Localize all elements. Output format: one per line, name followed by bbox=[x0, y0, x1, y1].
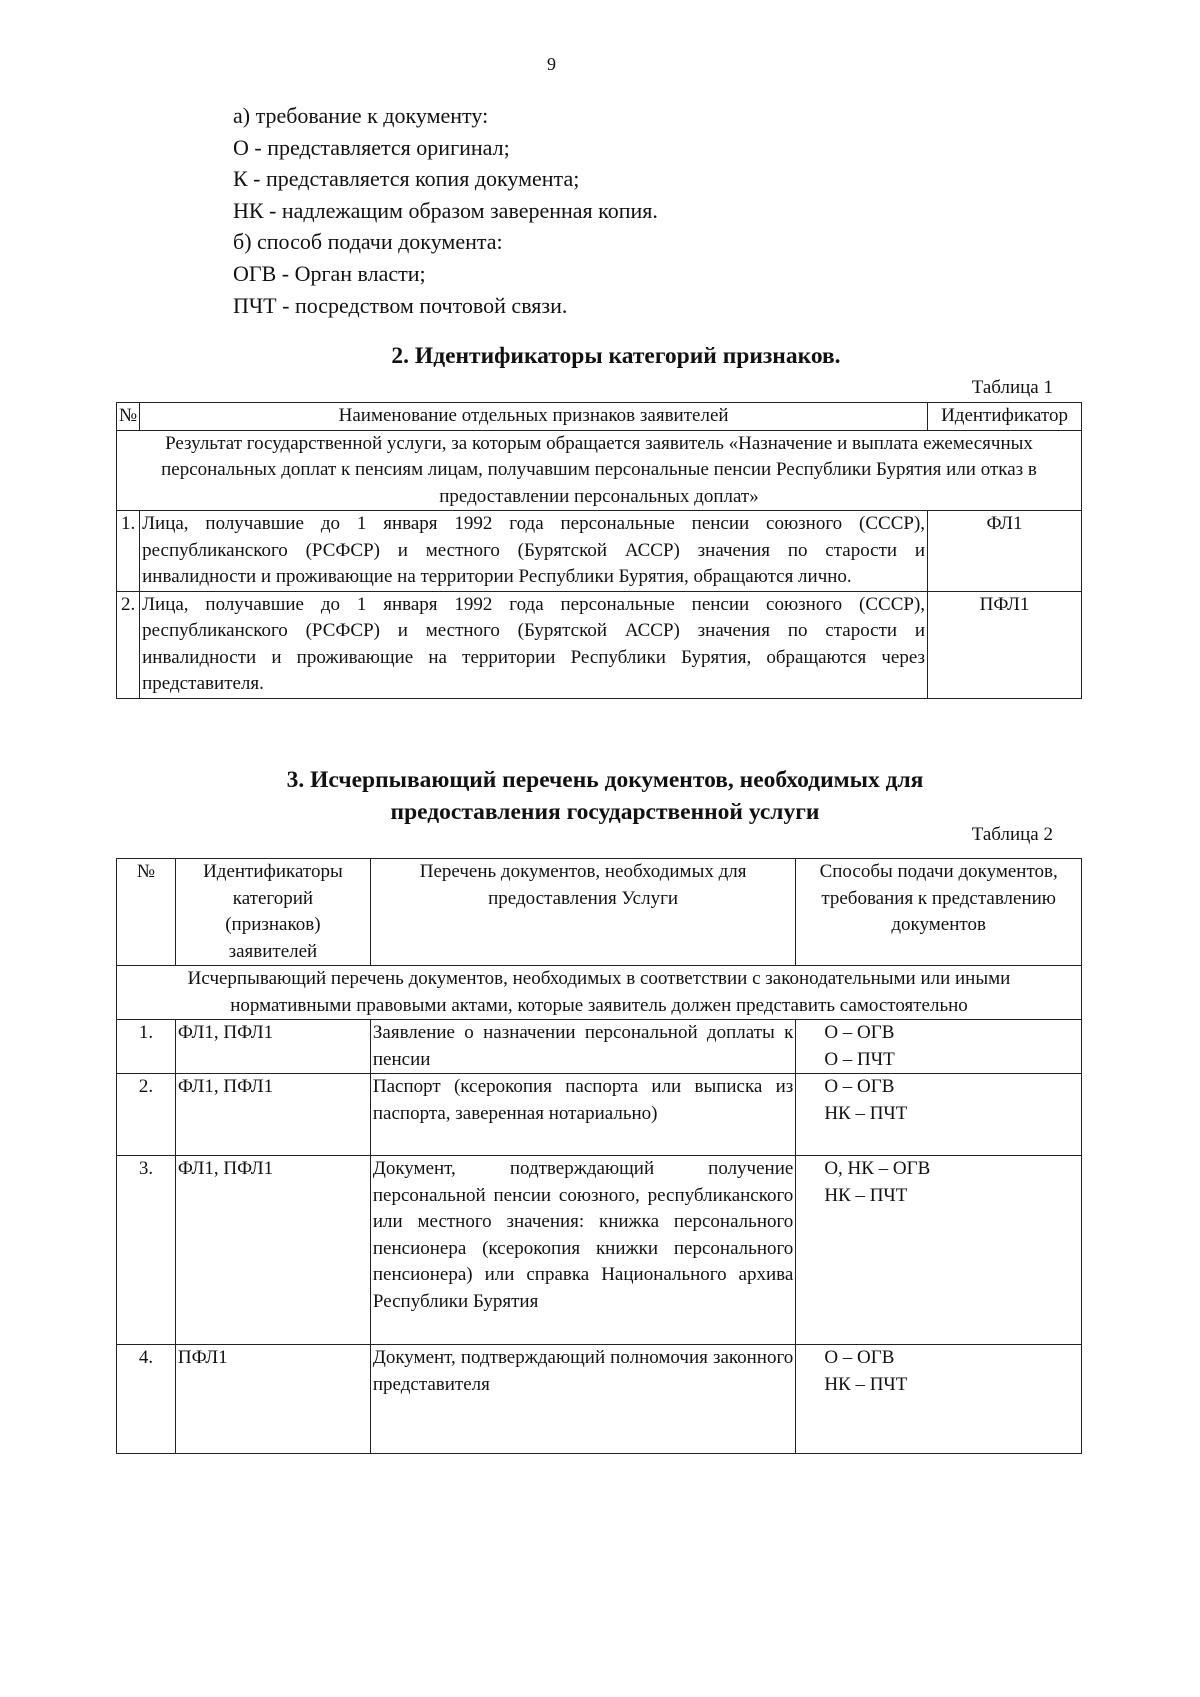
row-document: Паспорт (ксерокопия паспорта или выписка из паспорта, заверенная нотариально) bbox=[370, 1074, 795, 1156]
row-identifiers: ПФЛ1 bbox=[175, 1345, 370, 1454]
row-ways bbox=[796, 1020, 1082, 1074]
page-number: 9 bbox=[547, 54, 556, 74]
row-way: О – ОГВ bbox=[824, 1076, 895, 1097]
row-text: Лица, получавшие до 1 января 1992 года персональные пенсии союзного (СССР), республиканского (РСФСР) и местного (Бурятской АССР) значения по старости и инвалидности и проживающие на территории Республики Бурятия, обращаются через представителя. bbox=[140, 591, 928, 698]
table-row bbox=[117, 1020, 1082, 1074]
row-document: Документ, подтверждающий полномочия законного представителя bbox=[370, 1345, 795, 1454]
row-number: 2. bbox=[117, 1074, 176, 1156]
legend-line: а) требование к документу: bbox=[233, 103, 489, 128]
legend-block bbox=[233, 100, 658, 321]
row-way: НК – ПЧТ bbox=[824, 1184, 908, 1206]
table2-group-row bbox=[117, 966, 1082, 1020]
table1-header-id: Идентификатор bbox=[928, 403, 1082, 431]
table2-group-text: Исчерпывающий перечень документов, необходимых в соответствии с законодательными или иными нормативными правовыми актами, которые заявитель должен представить самостоятельно bbox=[117, 966, 1082, 1020]
row-number: 4. bbox=[117, 1345, 176, 1454]
row-number: 1. bbox=[117, 511, 140, 592]
row-way: НК – ПЧТ bbox=[824, 1102, 908, 1124]
row-ways bbox=[796, 1156, 1082, 1345]
section3-title-line2: предоставления государственной услуги bbox=[390, 799, 820, 825]
section3-title bbox=[0, 764, 1200, 828]
row-document: Документ, подтверждающий получение персональной пенсии союзного, республиканского или местного значения: книжка персонального пенсионера (ксерокопия книжки персонального пенсионера) или справка Национального архива Республики Бурятия bbox=[370, 1156, 795, 1345]
row-number: 3. bbox=[117, 1156, 176, 1345]
row-identifier: ФЛ1 bbox=[928, 511, 1082, 592]
table2-header-row bbox=[117, 859, 1082, 966]
section3-title-line1: 3. Исчерпывающий перечень документов, необходимых для bbox=[286, 767, 924, 793]
row-ways bbox=[796, 1074, 1082, 1156]
legend-line: О - представляется оригинал; bbox=[233, 134, 510, 160]
section2-title: 2. Идентификаторы категорий признаков. bbox=[391, 343, 841, 369]
table2-header-docs: Перечень документов, необходимых для предоставления Услуги bbox=[370, 859, 795, 966]
legend-line: б) способ подачи документа: bbox=[233, 229, 503, 255]
row-document: Заявление о назначении персональной доплаты к пенсии bbox=[370, 1020, 795, 1074]
legend-line: ОГВ - Орган власти; bbox=[233, 260, 426, 286]
row-number: 1. bbox=[117, 1020, 176, 1074]
table1-header-row bbox=[117, 403, 1082, 431]
table1-caption: Таблица 1 bbox=[971, 377, 1053, 398]
table2-header-num: № bbox=[117, 859, 176, 966]
row-way: О, НК – ОГВ bbox=[824, 1158, 931, 1179]
row-ways bbox=[796, 1345, 1082, 1454]
table-row bbox=[117, 1074, 1082, 1156]
table2 bbox=[116, 858, 1082, 1454]
row-way: О – ОГВ bbox=[824, 1022, 895, 1043]
table2-header-ids: Идентификаторы категорий (признаков) заявителей bbox=[175, 859, 370, 966]
table1-group-text: Результат государственной услуги, за которым обращается заявитель «Назначение и выплата ежемесячных персональных доплат к пенсиям лицам, получавшим персональные пенсии Республики Бурятия или отказ в предоставлении персональных доплат» bbox=[117, 430, 1082, 511]
table2-header-ways: Способы подачи документов, требования к представлению документов bbox=[796, 859, 1082, 966]
row-way: О – ОГВ bbox=[824, 1347, 895, 1368]
row-way: О – ПЧТ bbox=[824, 1048, 895, 1070]
row-text: Лица, получавшие до 1 января 1992 года персональные пенсии союзного (СССР), республиканского (РСФСР) и местного (Бурятской АССР) значения по старости и инвалидности и проживающие на территории Республики Бурятия, обращаются лично. bbox=[140, 511, 928, 592]
legend-line: К - представляется копия документа; bbox=[233, 166, 580, 192]
legend-line: НК - надлежащим образом заверенная копия. bbox=[233, 197, 658, 223]
table1-header-name: Наименование отдельных признаков заявителей bbox=[140, 403, 928, 431]
table1-group-row bbox=[117, 430, 1082, 511]
row-identifiers: ФЛ1, ПФЛ1 bbox=[175, 1020, 370, 1074]
legend-line: ПЧТ - посредством почтовой связи. bbox=[233, 292, 568, 318]
table1-header-num: № bbox=[117, 403, 140, 431]
table1 bbox=[116, 402, 1082, 699]
table-row bbox=[117, 511, 1082, 592]
table-row bbox=[117, 591, 1082, 698]
row-identifier: ПФЛ1 bbox=[928, 591, 1082, 698]
table2-caption: Таблица 2 bbox=[971, 824, 1053, 845]
row-identifiers: ФЛ1, ПФЛ1 bbox=[175, 1074, 370, 1156]
row-number: 2. bbox=[117, 591, 140, 698]
table-row bbox=[117, 1345, 1082, 1454]
table-row bbox=[117, 1156, 1082, 1345]
row-identifiers: ФЛ1, ПФЛ1 bbox=[175, 1156, 370, 1345]
row-way: НК – ПЧТ bbox=[824, 1373, 908, 1395]
